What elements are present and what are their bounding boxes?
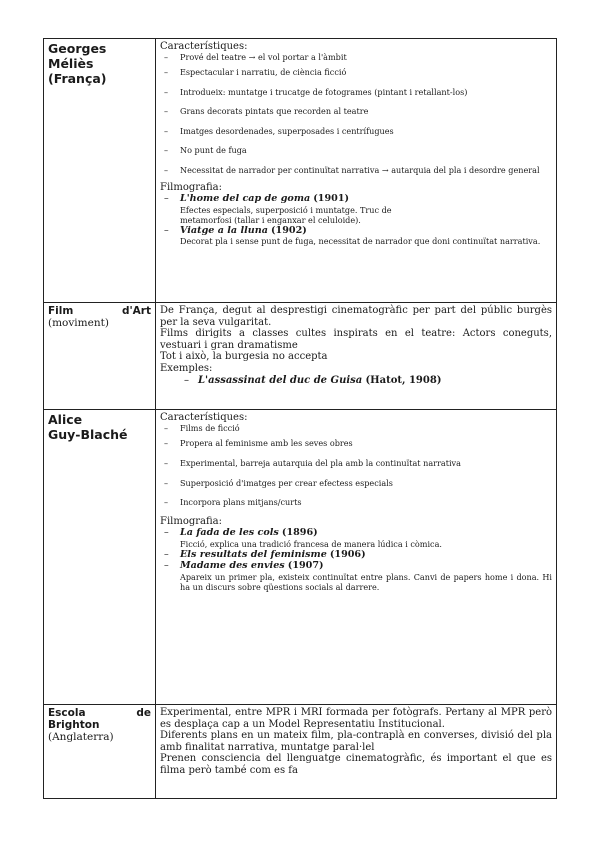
director-country: (França) bbox=[48, 71, 107, 86]
filmography-list bbox=[160, 193, 552, 246]
school-name-part: de bbox=[136, 707, 151, 719]
example-credit: (Hatot, 1908) bbox=[365, 374, 442, 386]
film-year: (1906) bbox=[329, 548, 366, 560]
film-item bbox=[160, 193, 552, 225]
list-item: – Espectacular i narratiu, de ciència ficció bbox=[160, 63, 552, 83]
paragraph: Tot i això, la burgesia no accepta bbox=[160, 351, 328, 363]
film-year: (1896) bbox=[281, 527, 318, 539]
list-item: – Prové del teatre → el vol portar a l'àmbit bbox=[160, 52, 552, 63]
list-item: – Experimental, barreja autarquia del pla amb la continuïtat narrativa bbox=[160, 454, 552, 474]
film-year: (1901) bbox=[313, 193, 350, 204]
list-item: – Superposició d'imatges per crear efectess especials bbox=[160, 474, 552, 494]
table-row-filmdart bbox=[44, 303, 557, 410]
film-description: Ficció, explica una tradició francesa de manera lúdica i còmica. bbox=[180, 538, 442, 549]
list-item: – Films de ficció bbox=[160, 423, 552, 434]
filmography-heading: Filmografia: bbox=[160, 182, 222, 193]
paragraph: Diferents plans en un mateix film, pla-contraplà en converses, divisió del pla amb finalitat narrativa, muntatge paral·lel bbox=[160, 730, 552, 753]
row-content-filmdart bbox=[156, 303, 557, 410]
film-title: L'home del cap de goma bbox=[180, 193, 311, 204]
row-label-filmdart bbox=[44, 303, 156, 410]
paragraph: Exemples: bbox=[160, 362, 213, 374]
table-row-guy bbox=[44, 410, 557, 705]
film-description: Decorat pla i sense punt de fuga, necessitat de narrador que doni continuïtat narrativa. bbox=[180, 236, 541, 246]
table-row-brighton bbox=[44, 705, 557, 799]
examples-list bbox=[160, 375, 552, 387]
movement-name-part: Film bbox=[48, 305, 74, 317]
film-item bbox=[160, 527, 552, 549]
movement-label: (moviment) bbox=[48, 317, 109, 329]
filmography-heading: Filmografia: bbox=[160, 516, 222, 528]
film-year: (1902) bbox=[271, 224, 307, 236]
director-name: Guy-Blaché bbox=[48, 427, 128, 442]
characteristics-list bbox=[160, 52, 552, 180]
document-page bbox=[43, 38, 557, 799]
film-year: (1907) bbox=[287, 560, 324, 572]
row-content-brighton bbox=[156, 705, 557, 799]
movement-name-part: d'Art bbox=[121, 305, 151, 317]
characteristics-list bbox=[160, 423, 552, 513]
row-content-guy bbox=[156, 410, 557, 705]
characteristics-heading: Característiques: bbox=[160, 412, 248, 423]
row-content-melies bbox=[156, 39, 557, 303]
list-item: – Introdueix: muntatge i trucatge de fotogrames (pintant i retallant-los) bbox=[160, 83, 552, 103]
list-item: – Propera al feminisme amb les seves obres bbox=[160, 434, 552, 454]
film-item bbox=[160, 225, 552, 247]
row-label-melies bbox=[44, 39, 156, 303]
school-country: (Anglaterra) bbox=[48, 731, 114, 743]
film-item bbox=[160, 549, 552, 561]
film-item bbox=[160, 560, 552, 592]
list-item: – Incorpora plans mitjans/curts bbox=[160, 493, 552, 513]
characteristics-heading: Característiques: bbox=[160, 41, 248, 52]
paragraph: Films dirigits a classes cultes inspirats en el teatre: Actors coneguts, vestuari i gran dramatisme bbox=[160, 328, 552, 351]
paragraph: De França, degut al desprestigi cinematogràfic per part del públic burgès per la seva vulgaritat. bbox=[160, 305, 552, 328]
row-label-brighton bbox=[44, 705, 156, 799]
film-title: Els resultats del feminisme bbox=[180, 548, 327, 560]
film-description: Efectes especials, superposició i muntatge. Truc de metamorfosi (tallar i enganxar el celuloide). bbox=[180, 204, 392, 225]
cinema-table bbox=[43, 38, 557, 799]
row-label-guy bbox=[44, 410, 156, 705]
film-title: Viatge a la lluna bbox=[180, 224, 268, 236]
table-row-melies bbox=[44, 39, 557, 303]
list-item bbox=[180, 375, 552, 387]
film-description: Apareix un primer pla, existeix continuïtat entre plans. Canvi de papers home i dona. Hi ha un discurs sobre qüestions socials al darrere. bbox=[180, 571, 552, 592]
director-name: Georges Méliès bbox=[48, 41, 107, 71]
school-name-part: Escola bbox=[48, 707, 86, 719]
school-name-part: Brighton bbox=[48, 719, 100, 731]
example-title: L'assassinat del duc de Guisa bbox=[198, 374, 363, 386]
paragraph: Prenen consciencia del llenguatge cinematogràfic, és important el que es filma però també com es fa bbox=[160, 753, 552, 776]
paragraph: Experimental, entre MPR i MRI formada per fotògrafs. Pertany al MPR però es desplaça cap a un Model Representatiu Institucional. bbox=[160, 707, 552, 730]
film-title: Madame des envies bbox=[180, 560, 285, 572]
list-item: – Imatges desordenades, superposades i centrífugues bbox=[160, 122, 552, 142]
film-title: La fada de les cols bbox=[180, 527, 279, 539]
filmography-list bbox=[160, 527, 552, 592]
list-item: – Necessitat de narrador per continuïtat narrativa → autarquia del pla i desordre general bbox=[160, 161, 552, 181]
list-item: – Grans decorats pintats que recorden al teatre bbox=[160, 102, 552, 122]
list-item: – No punt de fuga bbox=[160, 141, 552, 161]
director-name: Alice bbox=[48, 412, 83, 427]
